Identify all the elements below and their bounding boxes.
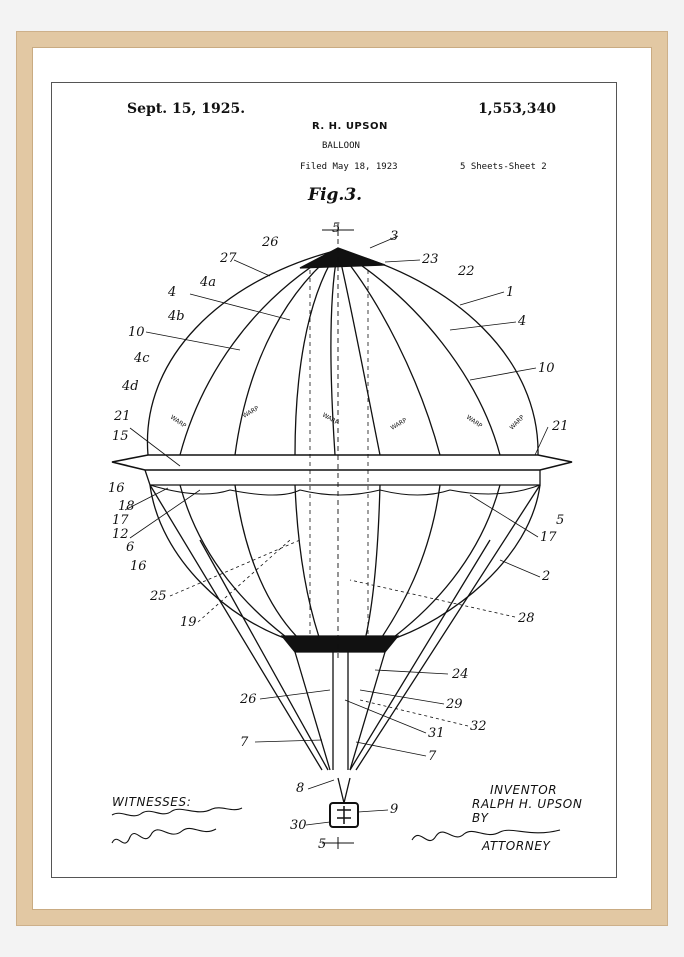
ref-23: 23 xyxy=(422,252,439,267)
patent-title: BALLOON xyxy=(322,141,360,151)
ref-10-left: 10 xyxy=(128,325,145,340)
ref-4-right: 4 xyxy=(518,314,527,329)
equator-band xyxy=(112,455,572,470)
patent-number: 1,553,340 xyxy=(478,101,556,117)
attorney-label: ATTORNEY xyxy=(482,839,551,853)
ref-4c: 4c xyxy=(134,351,150,366)
ref-32: 32 xyxy=(470,719,487,734)
warp-label-2: WARP xyxy=(241,404,261,420)
ref-21-right: 21 xyxy=(552,419,569,434)
ref-5: 5 xyxy=(556,513,565,528)
section-mark-top: 5 xyxy=(332,221,341,236)
ref-31: 31 xyxy=(428,726,445,741)
envelope-lower xyxy=(150,485,540,640)
ref-4-left: 4 xyxy=(168,285,177,300)
ref-1: 1 xyxy=(506,285,515,300)
warp-label-6: WARP xyxy=(508,414,526,432)
inventor-name: RALPH H. UPSON xyxy=(472,797,583,811)
ref-8: 8 xyxy=(296,781,305,796)
ref-16-left: 16 xyxy=(108,481,125,496)
ref-4a: 4a xyxy=(200,275,217,290)
ref-28: 28 xyxy=(518,611,535,626)
ref-4d: 4d xyxy=(122,379,139,394)
ref-4b: 4b xyxy=(168,309,185,324)
warp-label-4: WARP xyxy=(389,416,409,432)
signature-scribbles xyxy=(112,808,560,843)
ref-2: 2 xyxy=(542,569,551,584)
ref-24: 24 xyxy=(452,667,469,682)
ref-15: 15 xyxy=(112,429,129,444)
inventor-heading: R. H. UPSON xyxy=(312,121,388,132)
ref-26-top: 26 xyxy=(262,235,279,250)
ref-27: 27 xyxy=(220,251,237,266)
filed-date: Filed May 18, 1923 xyxy=(300,162,398,172)
ref-7-left: 7 xyxy=(240,735,249,750)
ref-26-bottom: 26 xyxy=(240,692,257,707)
ref-16-lower: 16 xyxy=(130,559,147,574)
ref-17-left: 17 xyxy=(112,513,129,528)
ref-17-right: 17 xyxy=(540,530,557,545)
ref-9: 9 xyxy=(390,802,399,817)
by-label: BY xyxy=(472,811,489,825)
figure-label: Fig.3. xyxy=(308,185,363,205)
ref-22: 22 xyxy=(458,264,475,279)
sheet-count: 5 Sheets-Sheet 2 xyxy=(460,162,547,172)
ref-29: 29 xyxy=(446,697,463,712)
ref-19: 19 xyxy=(180,615,197,630)
warp-label-5: WARP xyxy=(464,413,484,430)
inventor-label: INVENTOR xyxy=(490,783,558,797)
ref-12: 12 xyxy=(112,527,129,542)
ref-30: 30 xyxy=(290,818,307,833)
ref-21-left: 21 xyxy=(114,409,131,424)
patent-date: Sept. 15, 1925. xyxy=(127,101,246,117)
ref-18: 18 xyxy=(118,499,135,514)
ref-7-right: 7 xyxy=(428,749,437,764)
warp-label-3: WARP xyxy=(321,411,340,427)
ref-10-right: 10 xyxy=(538,361,555,376)
witnesses-label: WITNESSES: xyxy=(112,795,192,809)
ref-25: 25 xyxy=(150,589,167,604)
ref-3: 3 xyxy=(390,229,399,244)
section-mark-bottom: 5 xyxy=(318,837,327,852)
warp-label-1: WARP xyxy=(168,413,188,430)
ref-6: 6 xyxy=(126,540,135,555)
bottom-collar xyxy=(282,636,398,652)
